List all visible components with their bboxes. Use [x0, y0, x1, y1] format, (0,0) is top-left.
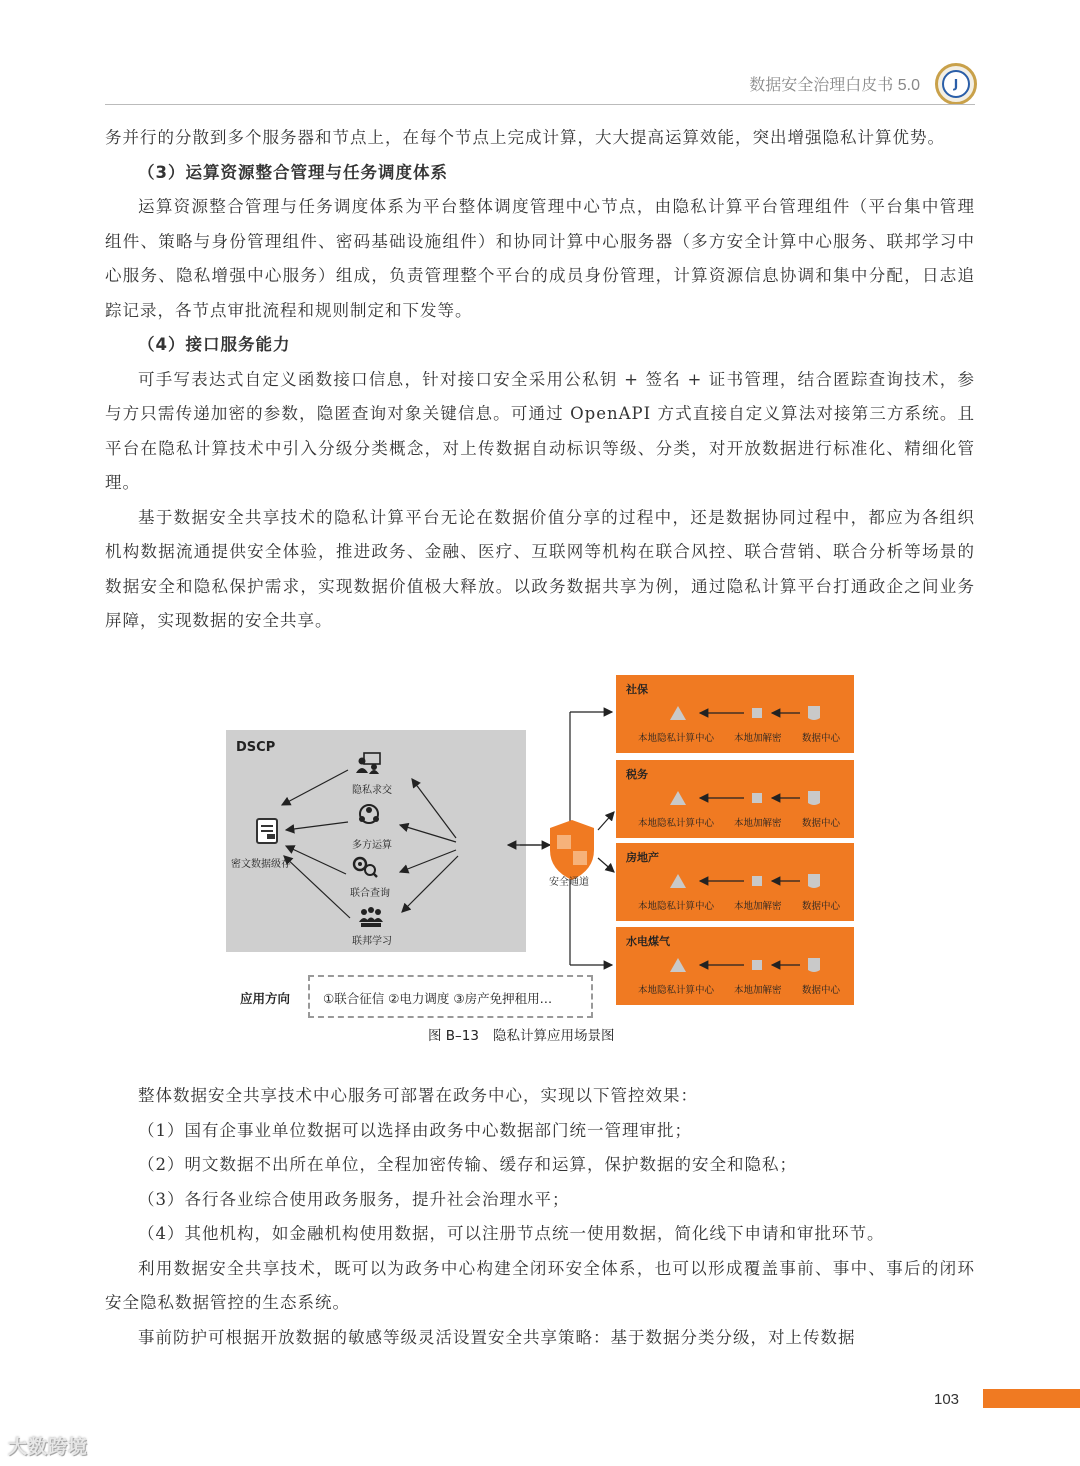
- brand-watermark: 大数跨境: [8, 1436, 89, 1458]
- paragraph: 利用数据安全共享技术，既可以为政务中心构建全闭环安全体系，也可以形成覆盖事前、事中、事后的闭环安全隐私数据管控的生态系统。: [105, 1258, 975, 1312]
- dscp-title: DSCP: [236, 740, 276, 755]
- org-node-local-crypto: 本地加解密: [734, 818, 782, 829]
- org-node-data-center: 数据中心: [802, 733, 841, 744]
- paragraph: 整体数据安全共享技术中心服务可部署在政务中心，实现以下管控效果：: [138, 1086, 698, 1105]
- caption-title: 隐私计算应用场景图: [492, 1028, 615, 1044]
- page-number: 103: [934, 1391, 960, 1408]
- function-label-fl: 联邦学习: [352, 936, 392, 947]
- caption-number: 图 B–13: [428, 1028, 479, 1044]
- application-direction-text: ①联合征信 ②电力调度 ③房产免押租用…: [323, 991, 553, 1006]
- list-item: （1）国有企事业单位数据可以选择由政务中心数据部门统一管理审批；: [138, 1120, 692, 1140]
- org-title: 水电煤气: [626, 935, 670, 948]
- list-item: （2）明文数据不出所在单位，全程加密传输、缓存和运算，保护数据的安全和隐私；: [138, 1155, 797, 1174]
- org-node-data-center: 数据中心: [802, 985, 841, 996]
- association-logo-icon: J: [935, 63, 977, 105]
- store-label: 密文数据级存: [231, 859, 291, 870]
- org-title: 社保: [626, 683, 648, 696]
- function-label-query: 联合查询: [350, 888, 390, 899]
- application-direction-label: 应用方向: [240, 991, 291, 1006]
- figure-caption: [428, 1024, 614, 1044]
- list-item: （3）各行各业综合使用政务服务，提升社会治理水平；: [138, 1189, 570, 1209]
- page-number-bar: [983, 1389, 1080, 1408]
- org-node-local-crypto: 本地加解密: [734, 985, 782, 996]
- function-label-mpc: 多方运算: [352, 840, 392, 851]
- function-label-psi: 隐私求交: [352, 785, 392, 796]
- paragraph: 基于数据安全共享技术的隐私计算平台无论在数据价值分享的过程中，还是数据协同过程中，都应为各组织机构数据流通提供安全体验，推进政务、金融、医疗、互联网等机构在联合风控、联合营销、联合分析等场景的数据安全和隐私保护需求，实现数据价值极大释放。以政务数据共享为例，通过隐私计算平台打通政企之间业务屏障，实现数据的安全共享。: [105, 507, 975, 630]
- org-node-local-pc: 本地隐私计算中心: [638, 733, 715, 744]
- paragraph: 运算资源整合管理与任务调度体系为平台整体调度管理中心节点，由隐私计算平台管理组件（平台集中管理组件、策略与身份管理组件、密码基础设施组件）和协同计算中心服务器（多方安全计算中心服务、联邦学习中心服务、隐私增强中心服务）组成，负责管理整个平台的成员身份管理，计算资源信息协调和集中分配，日志追踪记录，各节点审批流程和规则制定和下发等。: [105, 197, 975, 320]
- org-node-data-center: 数据中心: [802, 818, 841, 829]
- list-item: （4）其他机构，如金融机构使用数据，可以注册节点统一使用数据，简化线下申请和审批环节。: [138, 1224, 885, 1243]
- org-node-data-center: 数据中心: [802, 901, 841, 912]
- paragraph: 事前防护可根据开放数据的敏感等级灵活设置安全共享策略：基于数据分类分级，对上传数据: [138, 1327, 856, 1347]
- running-header-title: 数据安全治理白皮书 5.0: [749, 77, 920, 94]
- paragraph: 可手写表达式自定义函数接口信息，针对接口安全采用公私钥 + 签名 + 证书管理，结合匿踪查询技术，参与方只需传递加密的参数，隐匿查询对象关键信息。可通过 OpenAPI 方式直接自定义算法对接第三方系统。且平台在隐私计算技术中引入分级分类概念，对上传数据自动标识等级、分类，对开放数据进行标准化、精细化管理。: [105, 369, 975, 492]
- org-title: 房地产: [626, 851, 659, 864]
- section-heading-4: （4）接口服务能力: [138, 335, 291, 354]
- org-node-local-pc: 本地隐私计算中心: [638, 901, 715, 912]
- paragraph-continuation: 务并行的分散到多个服务器和节点上，在每个节点上完成计算，大大提高运算效能，突出增强隐私计算优势。: [105, 128, 945, 147]
- org-title: 税务: [626, 768, 648, 781]
- org-node-local-crypto: 本地加解密: [734, 733, 782, 744]
- org-node-local-pc: 本地隐私计算中心: [638, 818, 715, 829]
- org-node-local-pc: 本地隐私计算中心: [638, 985, 715, 996]
- body-text-bottom: [105, 1079, 975, 1355]
- org-node-local-crypto: 本地加解密: [734, 901, 782, 912]
- section-heading-3: （3）运算资源整合管理与任务调度体系: [138, 162, 448, 182]
- secure-channel-label: 安全通道: [549, 877, 589, 888]
